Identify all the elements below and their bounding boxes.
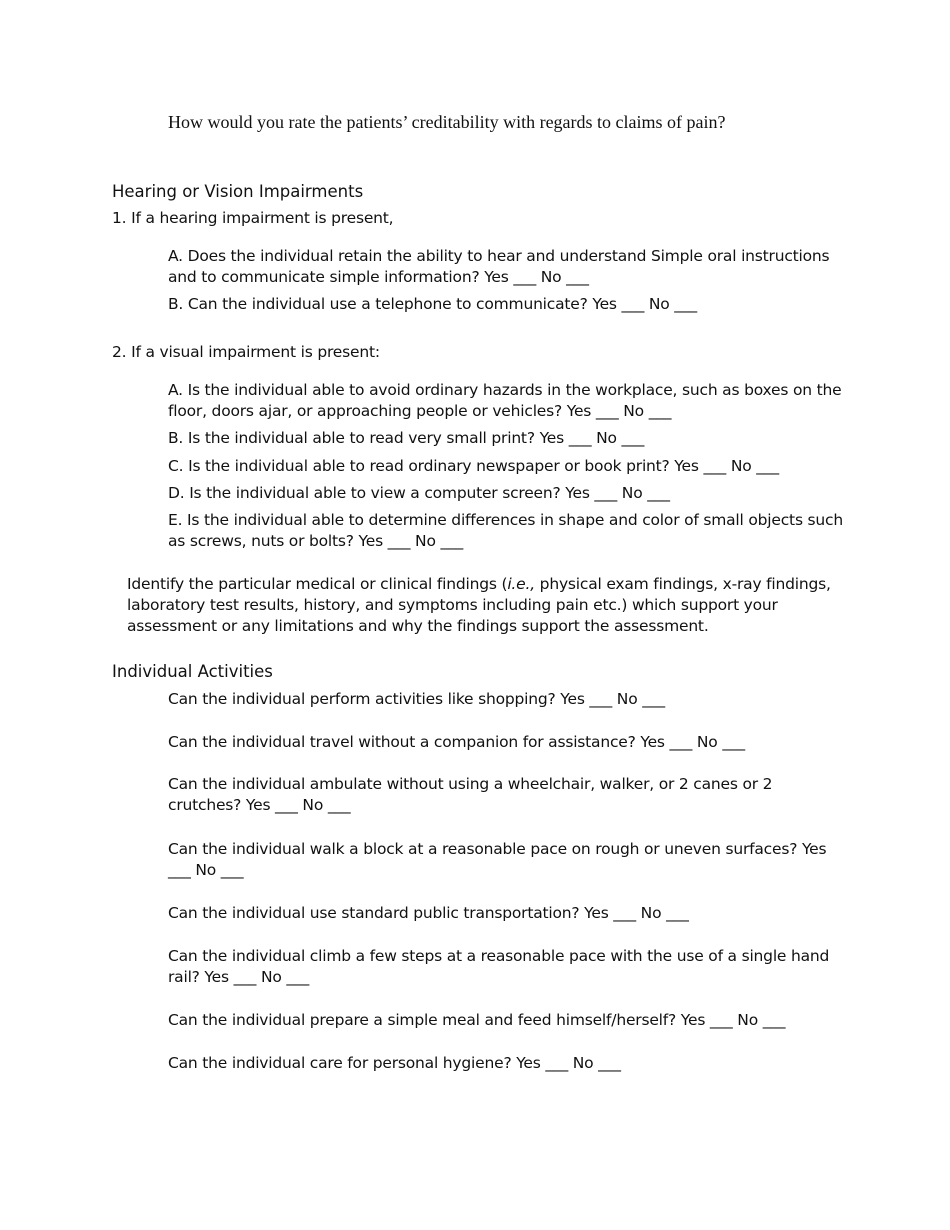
activity-question-public-transport: Can the individual use standard public transportation? Yes ___ No ___ bbox=[168, 904, 689, 922]
activity-question-hygiene: Can the individual care for personal hygiene? Yes ___ No ___ bbox=[168, 1054, 621, 1072]
activity-question-climb-steps: Can the individual climb a few steps at a reasonable pace with the use of a single hand rail? Yes ___ No ___ bbox=[168, 947, 830, 986]
visual-question-a: A. Is the individual able to avoid ordinary hazards in the workplace, such as boxes on the floor, doors ajar, or approaching people or vehicles? Yes ___ No ___ bbox=[168, 381, 842, 420]
hearing-impairment-label: 1. If a hearing impairment is present, bbox=[112, 209, 394, 227]
hearing-question-a: A. Does the individual retain the ability to hear and understand Simple oral instructions and to communicate simple information? Yes ___ No ___ bbox=[168, 247, 830, 286]
activity-question-travel: Can the individual travel without a companion for assistance? Yes ___ No ___ bbox=[168, 733, 745, 751]
hearing-question-b: B. Can the individual use a telephone to communicate? Yes ___ No ___ bbox=[168, 295, 697, 313]
visual-question-d: D. Is the individual able to view a computer screen? Yes ___ No ___ bbox=[168, 484, 670, 502]
findings-instruction bbox=[127, 574, 847, 637]
activity-question-ambulate: Can the individual ambulate without using a wheelchair, walker, or 2 canes or 2 crutches? Yes ___ No ___ bbox=[168, 775, 773, 814]
findings-ie-abbrev: i.e., bbox=[507, 575, 535, 593]
credibility-question: How would you rate the patients’ creditability with regards to claims of pain? bbox=[168, 112, 726, 132]
section-heading-hearing-vision: Hearing or Vision Impairments bbox=[112, 182, 364, 201]
visual-question-e: E. Is the individual able to determine differences in shape and color of small objects such as screws, nuts or bolts? Yes ___ No ___ bbox=[168, 511, 843, 550]
activity-question-prepare-meal: Can the individual prepare a simple meal and feed himself/herself? Yes ___ No ___ bbox=[168, 1011, 786, 1029]
visual-impairment-label: 2. If a visual impairment is present: bbox=[112, 343, 380, 361]
visual-question-c: C. Is the individual able to read ordinary newspaper or book print? Yes ___ No ___ bbox=[168, 457, 779, 475]
activity-question-walk-block: Can the individual walk a block at a reasonable pace on rough or uneven surfaces? Yes ___ No ___ bbox=[168, 840, 827, 879]
findings-text-start: Identify the particular medical or clinical findings ( bbox=[127, 575, 508, 593]
activity-question-shopping: Can the individual perform activities like shopping? Yes ___ No ___ bbox=[168, 690, 665, 708]
section-heading-activities: Individual Activities bbox=[112, 662, 273, 681]
findings-text-end: physical exam findings, x-ray findings, laboratory test results, history, and symptoms including pain etc.) which support your assessment or any limitations and why the findings support the assessment. bbox=[127, 575, 831, 635]
visual-question-b: B. Is the individual able to read very small print? Yes ___ No ___ bbox=[168, 429, 645, 447]
